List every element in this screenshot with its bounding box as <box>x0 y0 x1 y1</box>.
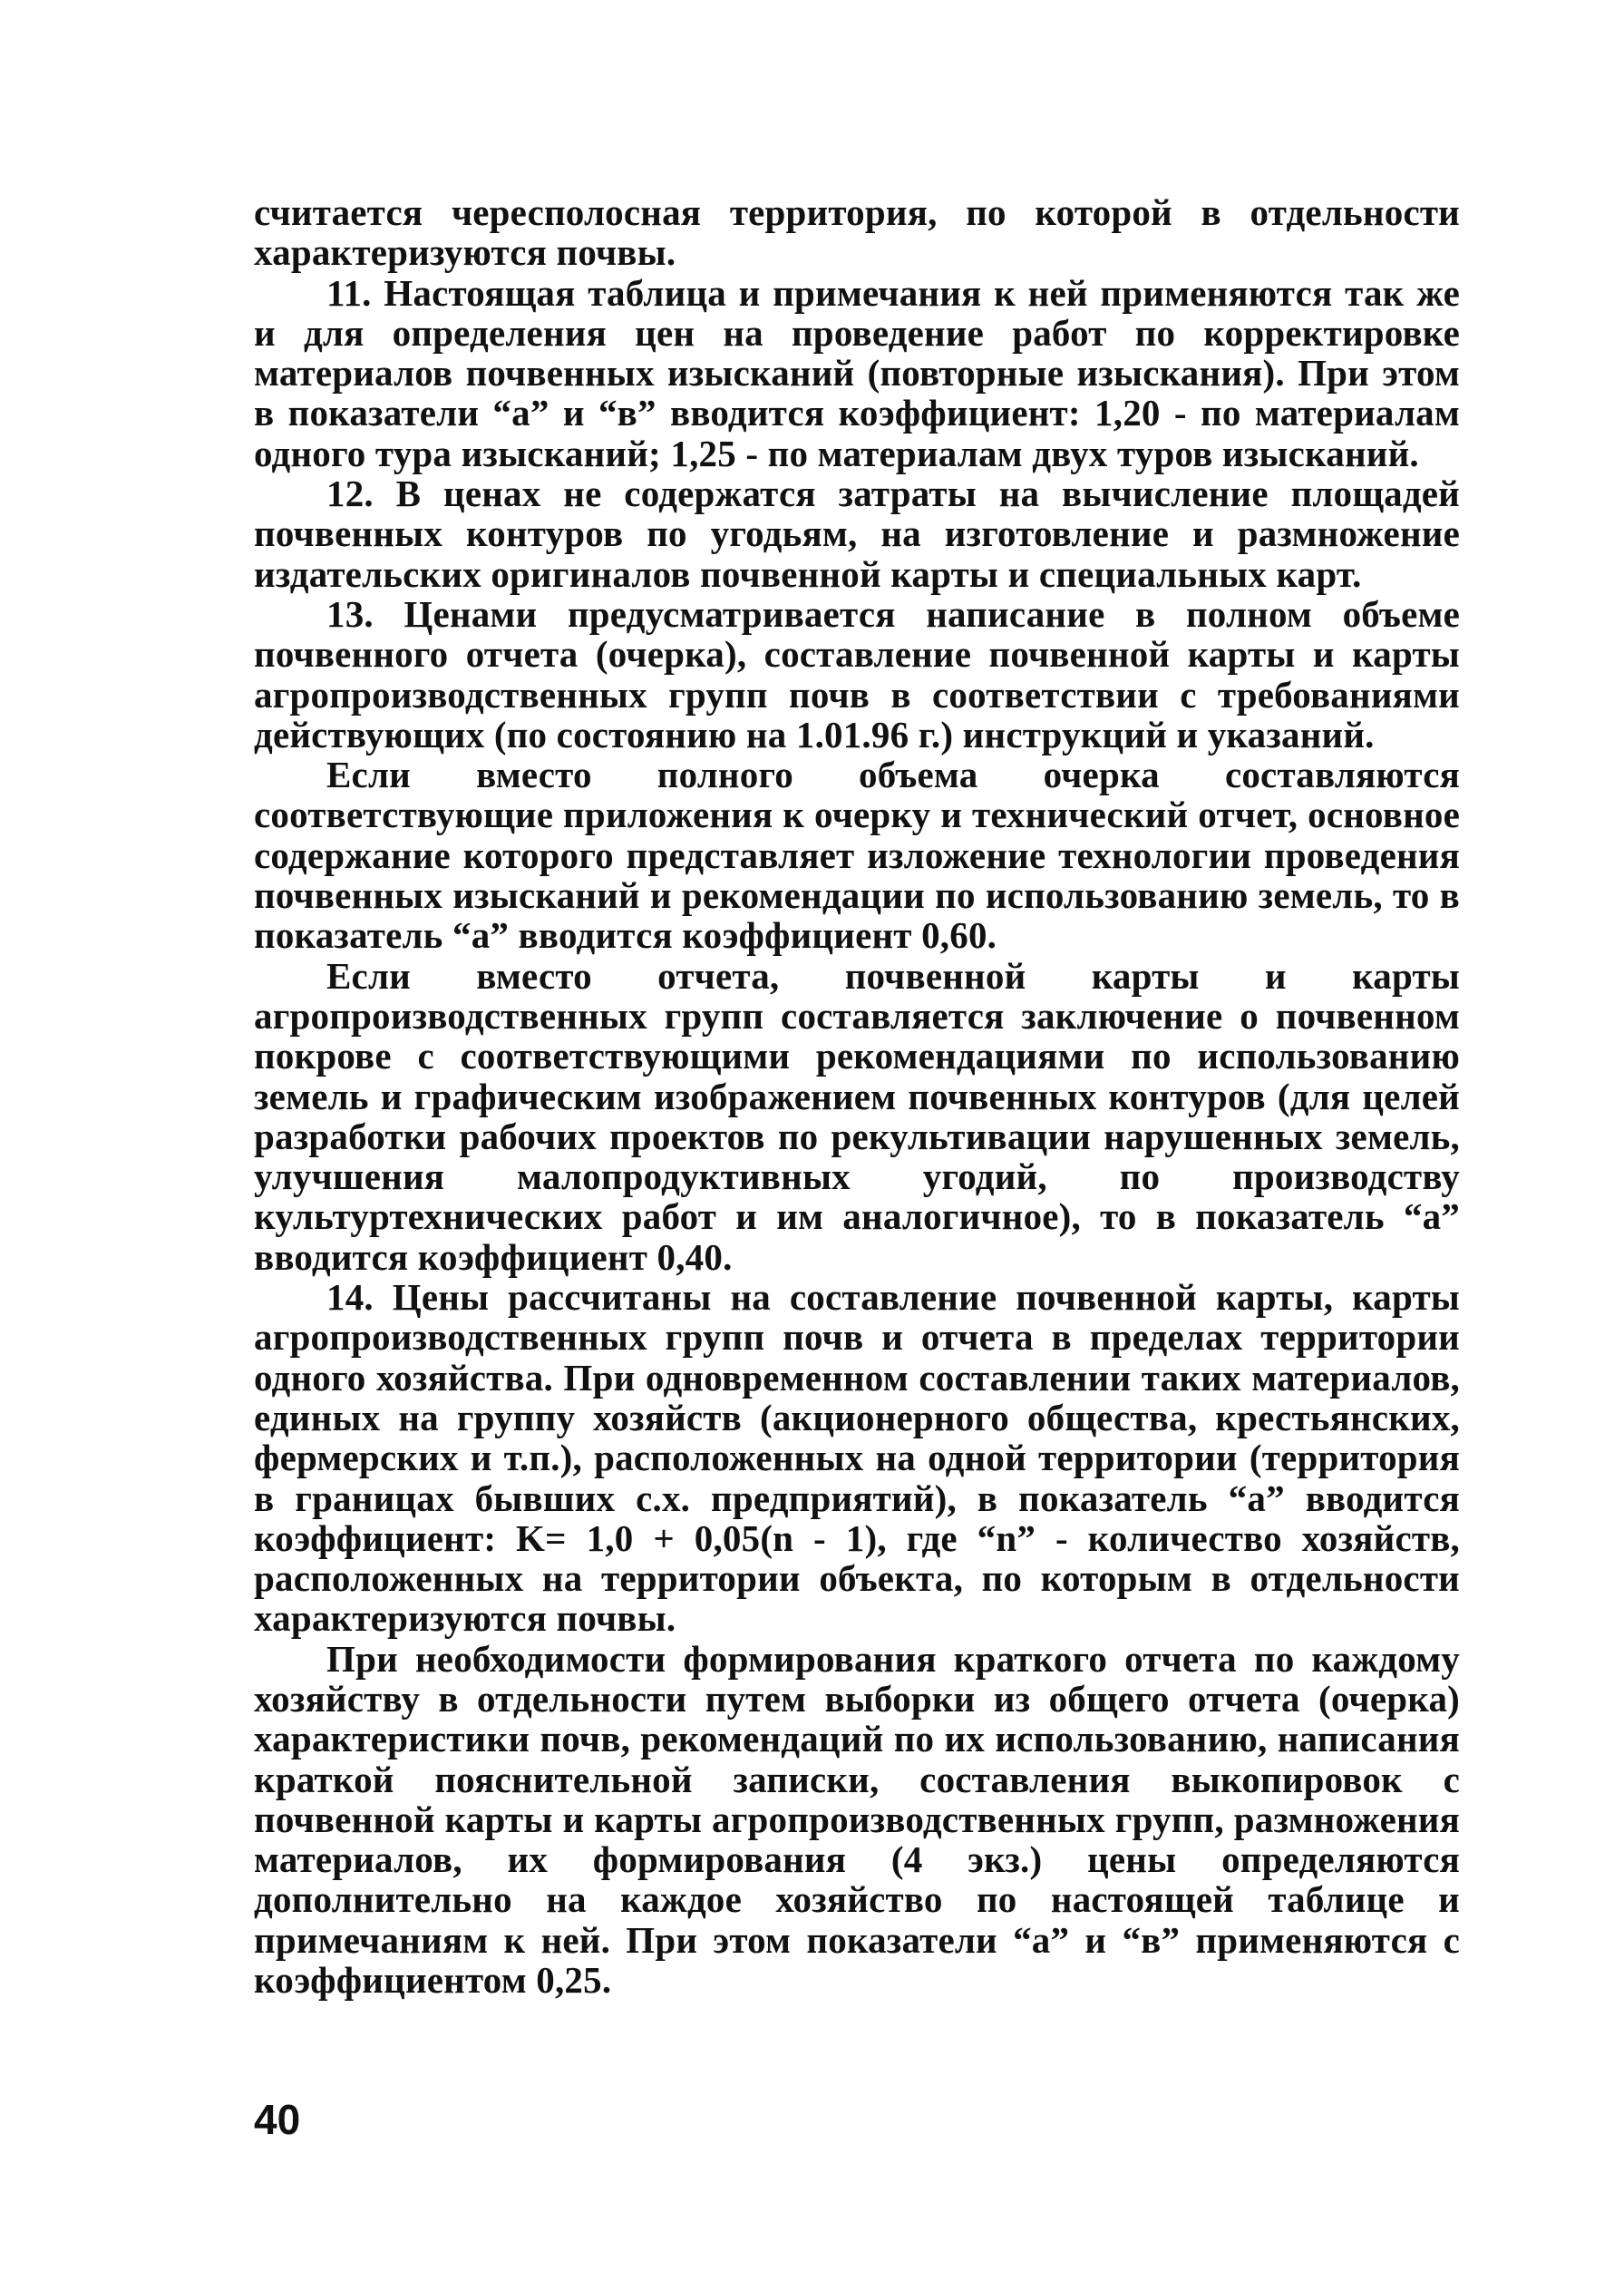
paragraph-note-11: 11. Настоящая таблица и примечания к ней применяются так же и для определения цен на проведение работ по корректировке материалов почвенных изысканий (повторные изыскания). При этом в показатели “а” и “в” вводится коэффициент: 1,20 - по материалам одного тура изысканий; 1,25 - по материалам двух туров изысканий. <box>254 271 1460 474</box>
paragraph-note-13-alt-1: Если вместо полного объема очерка составляются соответствующие приложения к очерку и технический отчет, основное содержание которого представляет изложение технологии проведения почвенных изысканий и рекомендации по использованию земель, то в показатель “а” вводится коэффициент 0,60. <box>254 754 1460 957</box>
paragraph-continuation: считается чересполосная территория, по которой в отдельности характеризуются почвы. <box>254 191 1460 274</box>
paragraph-note-12: 12. В ценах не содержатся затраты на вычисление площадей почвенных контуров по угодьям, на изготовление и размножение издательских оригиналов почвенной карты и специальных карт. <box>254 473 1460 595</box>
paragraph-note-14: 14. Цены рассчитаны на составление почвенной карты, карты агропроизводственных групп почв и отчета в пределах территории одного хозяйства. При одновременном составлении таких материалов, единых на группу хозяйств (акционерного общества, крестьянских, фермерских и т.п.), расположенных на одной территории (территория в границах бывших с.х. предприятий), в показатель “а” вводится коэффициент: K= 1,0 + 0,05(n - 1), где “n” - количество хозяйств, расположенных на территории объекта, по которым в отдельности характеризуются почвы. <box>254 1276 1460 1640</box>
paragraph-note-14-extra: При необходимости формирования краткого отчета по каждому хозяйству в отдельности путем выборки из общего отчета (очерка) характеристики почв, рекомендаций по их использованию, написания краткой пояснительной записки, составления выкопировок с почвенной карты и карты агропроизводственных групп, размножения материалов, их формирования (4 экз.) цены определяются дополнительно на каждое хозяйство по настоящей таблице и примечаниям к ней. При этом показатели “а” и “в” применяются с коэффициентом 0,25. <box>254 1637 1460 2002</box>
document-body <box>254 192 1460 2000</box>
paragraph-note-13: 13. Ценами предусматривается написание в полном объеме почвенного отчета (очерка), составление почвенной карты и карты агропроизводственных групп почв в соответствии с требованиями действующих (по состоянию на 1.01.96 г.) инструкций и указаний. <box>254 592 1460 755</box>
paragraph-note-13-alt-2: Если вместо отчета, почвенной карты и карты агропроизводственных групп составляется заключение о почвенном покрове с соответствующими рекомендациями по использованию земель и графическим изображением почвенных контуров (для целей разработки рабочих проектов по рекультивации нарушенных земель, улучшения малопродуктивных угодий, по производству культуртехнических работ и им аналогичное), то в показатель “а” вводится коэффициент 0,40. <box>254 954 1460 1278</box>
page-number: 40 <box>254 2096 301 2143</box>
